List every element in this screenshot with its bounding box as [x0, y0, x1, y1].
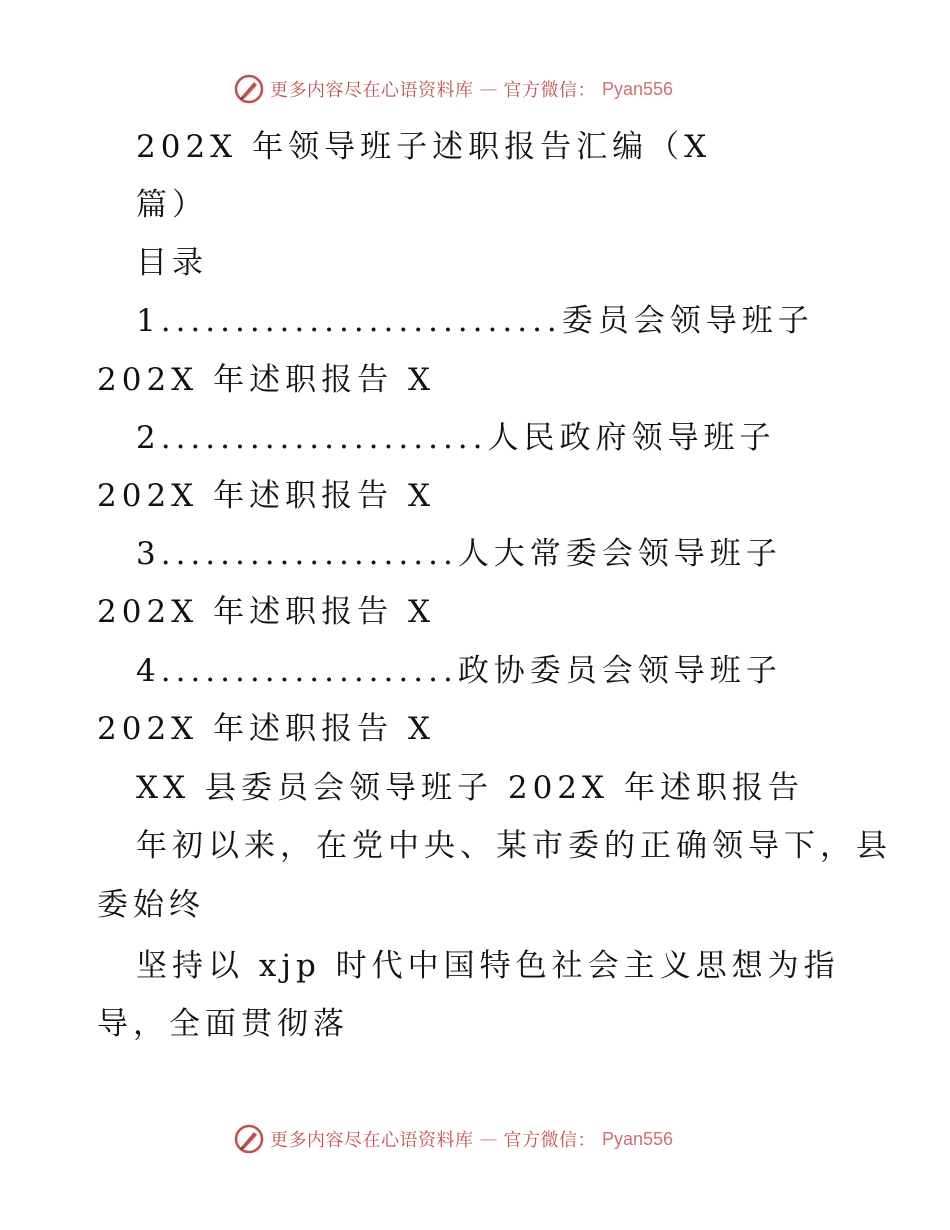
document-title-line1: 202X 年领导班子述职报告汇编（X [136, 129, 712, 165]
toc-item-1-prefix: 1........................... [136, 303, 562, 339]
toc-item-3-prefix: 3.................... [136, 536, 458, 572]
paragraph-2-line-1: 坚持以 xjp 时代中国特色社会主义思想为指 [136, 948, 840, 984]
watermark-id: Pyan556 [602, 1128, 674, 1149]
pen-logo-icon [234, 1124, 264, 1154]
toc-item-1-continuation: 202X 年述职报告 X [97, 362, 436, 398]
toc-item-1 [136, 301, 814, 341]
watermark-footer [234, 1124, 673, 1154]
toc-item-1-title: 委员会领导班子 [561, 303, 814, 339]
toc-item-2-prefix: 2...................... [136, 420, 488, 456]
pen-logo-icon [234, 74, 264, 104]
watermark-header [234, 74, 673, 104]
watermark-text: 更多内容尽在心语资料库 [270, 1130, 474, 1151]
toc-item-3-title: 人大常委会领导班子 [457, 536, 782, 572]
paragraph-1-line-1: 年初以来，在党中央、某市委的正确领导下，县 [136, 828, 892, 864]
toc-item-3 [136, 534, 782, 574]
toc-item-2 [136, 418, 776, 458]
toc-item-4-title: 政协委员会领导班子 [457, 653, 782, 689]
toc-item-3-continuation: 202X 年述职报告 X [97, 594, 436, 630]
document-title-line2: 篇） [136, 187, 208, 223]
watermark-separator: — [479, 78, 498, 100]
watermark-label: 官方微信： [503, 80, 596, 101]
toc-item-2-title: 人民政府领导班子 [487, 420, 776, 456]
paragraph-1-line-2: 委始终 [97, 887, 205, 923]
watermark-id: Pyan556 [602, 78, 674, 99]
toc-item-4 [136, 651, 782, 691]
toc-item-4-continuation: 202X 年述职报告 X [97, 711, 436, 747]
watermark-separator: — [479, 1128, 498, 1150]
toc-heading: 目录 [136, 245, 208, 281]
section-heading: XX 县委员会领导班子 202X 年述职报告 [136, 770, 804, 806]
toc-item-4-prefix: 4.................... [136, 653, 458, 689]
watermark-text: 更多内容尽在心语资料库 [270, 80, 474, 101]
watermark-label: 官方微信： [503, 1130, 596, 1151]
toc-item-2-continuation: 202X 年述职报告 X [97, 478, 436, 514]
paragraph-2-line-2: 导，全面贯彻落 [97, 1006, 349, 1042]
